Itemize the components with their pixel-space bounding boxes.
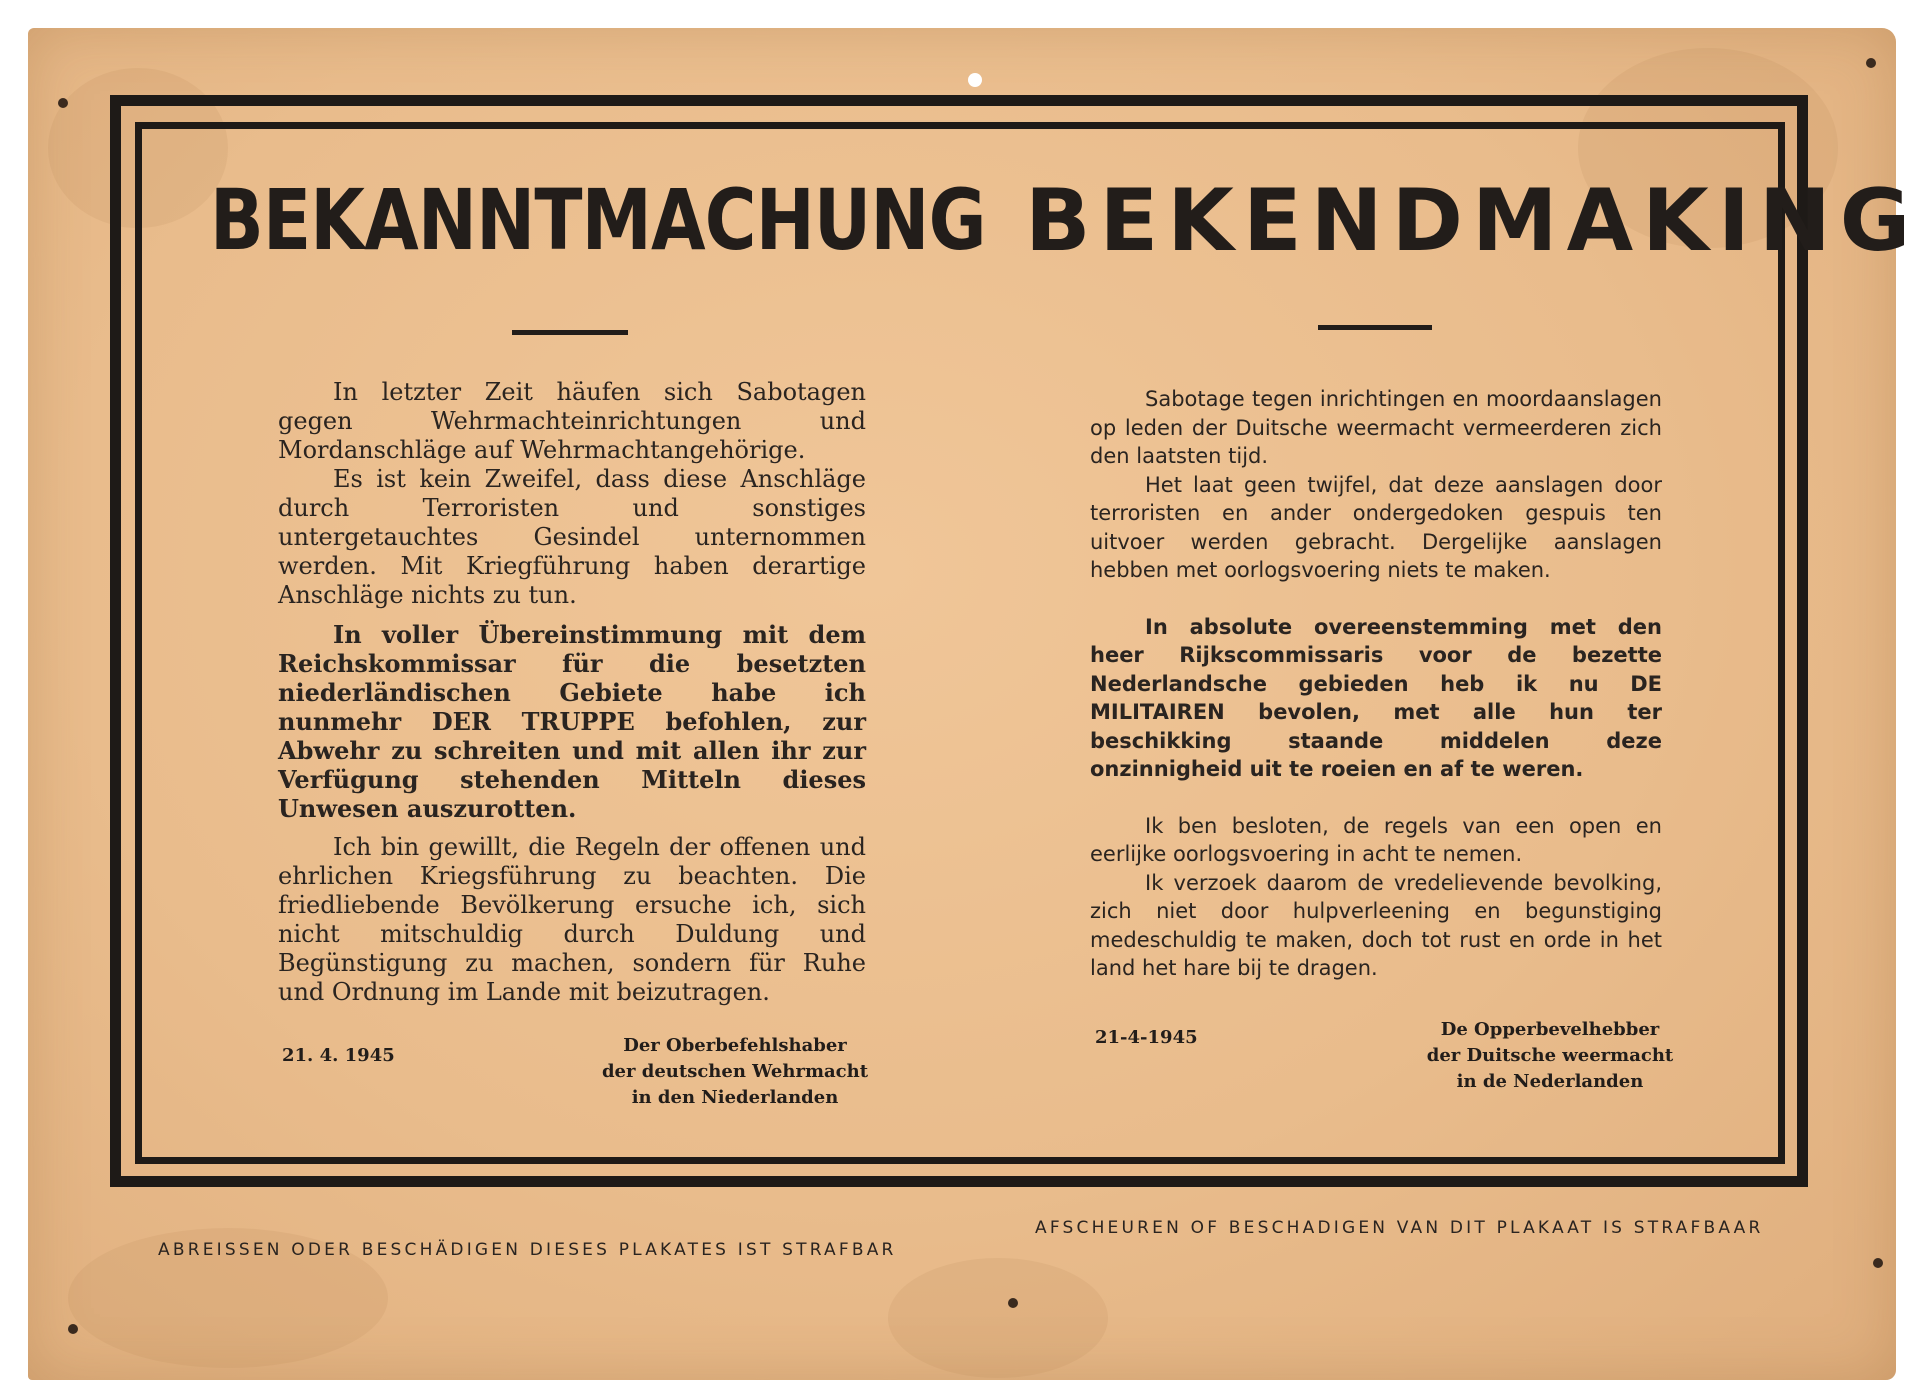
pin-hole-icon — [968, 73, 982, 87]
german-signature — [560, 1033, 910, 1111]
german-body — [278, 378, 866, 1007]
german-paragraph: Es ist kein Zweifel, dass diese Anschläge durch Terroristen und sonstiges untergetauchtes Gesindel unternommen werden. Mit Kriegführung haben derartige Anschläge nichts zu tun. — [278, 465, 866, 609]
dutch-paragraph: Sabotage tegen inrichtingen en moordaanslagen op leden der Duitsche weermacht vermeerderen zich den laatsten tijd. — [1090, 387, 1662, 468]
pin-hole-icon — [1873, 1258, 1883, 1268]
german-footer: ABREISSEN ODER BESCHÄDIGEN DIESES PLAKATES IST STRAFBAR — [158, 1240, 897, 1260]
dutch-paragraph: Ik ben besloten, de regels van een open en eerlijke oorlogsvoering in acht te nemen. — [1090, 813, 1662, 866]
signature-line: De Opperbevelhebber — [1440, 1019, 1660, 1040]
dutch-title: BEKENDMAKING — [1025, 171, 1919, 271]
german-paragraph: In letzter Zeit häufen sich Sabotagen gegen Wehrmachteinrichtungen und Mordanschläge auf Wehrmachtangehörige. — [278, 378, 866, 464]
dutch-signature — [1400, 1017, 1700, 1095]
pin-hole-icon — [58, 98, 68, 108]
dutch-title-rule — [1318, 325, 1432, 330]
german-paragraph-bold: In voller Übereinstimmung mit dem Reichskommissar für die besetzten niederländischen Gebiete habe ich nunmehr DER TRUPPE befohlen, zur Abwehr zu schreiten und mit allen ihr zur Verfügung stehenden Mitteln dieses Unwesen auszurotten. — [278, 620, 866, 823]
dutch-paragraph: Het laat geen twijfel, dat deze aanslagen door terroristen en ander ondergedoken gespuis ten uitvoer werden gebracht. Dergelijke aanslagen hebben met oorlogsvoering niets te maken. — [1090, 472, 1662, 582]
dutch-date: 21-4-1945 — [1095, 1027, 1198, 1048]
dutch-body — [1090, 385, 1662, 983]
dutch-paragraph-bold: In absolute overeenstemming met den heer Rijkscommissaris voor de bezette Nederlandsche gebieden heb ik nu DE MILITAIREN bevolen, met alle hun ter beschikking staande middelen deze onzinnigheid uit te roeien en af te weren. — [1090, 614, 1662, 781]
signature-line: in den Niederlanden — [631, 1087, 839, 1108]
signature-line: Der Oberbefehlshaber — [623, 1035, 847, 1056]
german-date: 21. 4. 1945 — [282, 1045, 395, 1066]
pin-hole-icon — [1008, 1298, 1018, 1308]
german-paragraph: Ich bin gewillt, die Regeln der offenen und ehrlichen Kriegsführung zu beachten. Die friedliebende Bevölkerung ersuche ich, sich nicht mitschuldig durch Duldung und Begünstigung zu machen, sondern für Ruhe und Ordnung im Lande mit beizutragen. — [278, 833, 866, 1006]
german-title: BEKANNTMACHUNG — [210, 171, 986, 269]
german-title-rule — [512, 330, 628, 335]
dutch-paragraph: Ik verzoek daarom de vredelievende bevolking, zich niet door hulpverleening en begunstiging medeschuldig te maken, doch tot rust en orde in het land het hare bij te dragen. — [1090, 870, 1662, 980]
signature-line: der Duitsche weermacht — [1426, 1045, 1674, 1066]
signature-line: der deutschen Wehrmacht — [601, 1061, 869, 1082]
pin-hole-icon — [1866, 58, 1876, 68]
signature-line: in de Nederlanden — [1456, 1071, 1644, 1092]
dutch-footer: AFSCHEUREN OF BESCHADIGEN VAN DIT PLAKAAT IS STRAFBAAR — [1035, 1218, 1764, 1238]
pin-hole-icon — [68, 1324, 78, 1334]
